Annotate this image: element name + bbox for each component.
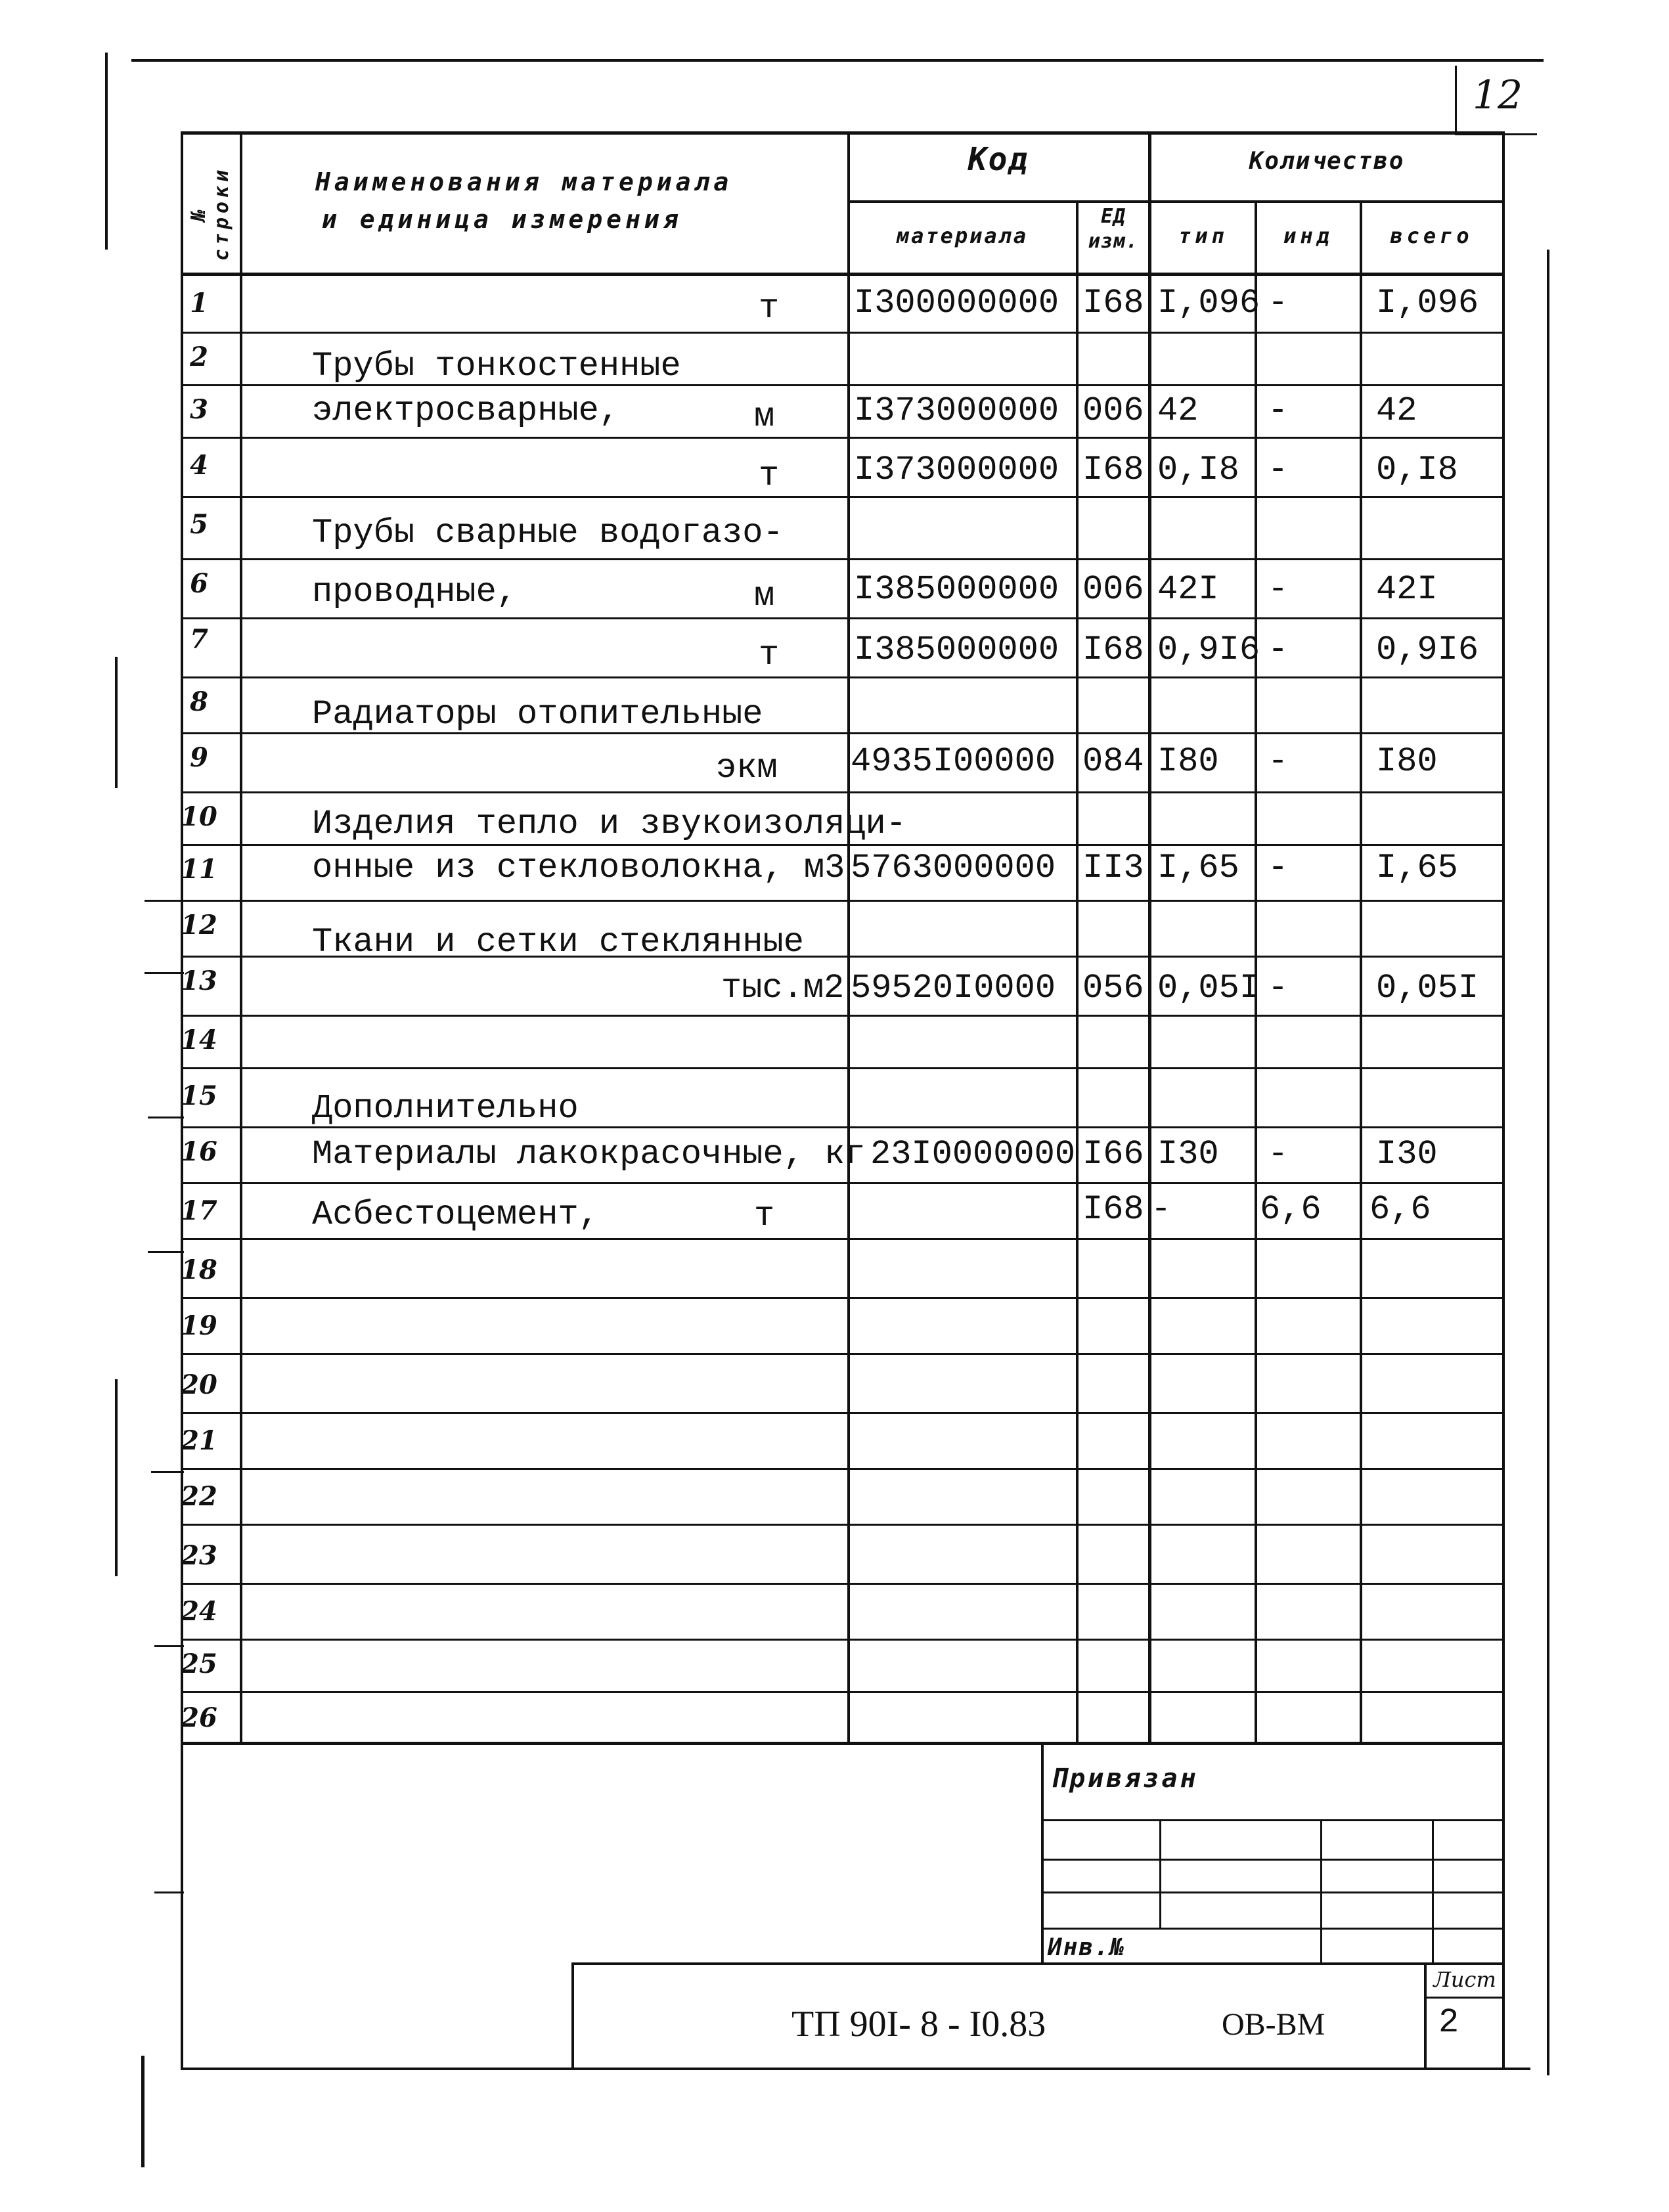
- row-unit: т: [754, 1197, 775, 1235]
- qty-total-header: всего: [1390, 223, 1473, 248]
- row-sep: [181, 1297, 1504, 1299]
- row-ed: 084: [1082, 742, 1144, 781]
- row-code: I373000000: [854, 451, 1059, 489]
- title-box-left: [571, 1962, 574, 2069]
- row-sep: [181, 332, 1504, 334]
- row-code: 4935I00000: [851, 742, 1056, 781]
- qty-group-header: Количество: [1249, 148, 1405, 175]
- row-ind: -: [1268, 849, 1289, 887]
- row-ind: -: [1268, 451, 1289, 489]
- row-code: I300000000: [854, 284, 1059, 322]
- row-total: I,096: [1376, 284, 1479, 322]
- scan-margin-mark: [1547, 250, 1549, 2075]
- col-line-code: [1076, 200, 1079, 1744]
- stamp-col-line: [1320, 1819, 1322, 1964]
- row-unit: экм: [716, 749, 778, 787]
- scan-margin-mark: [154, 1891, 184, 1893]
- scan-margin-mark: [145, 900, 184, 902]
- scan-margin-mark: [151, 1471, 184, 1473]
- row-total: 0,05I: [1376, 969, 1479, 1007]
- row-ed: II3: [1082, 849, 1144, 887]
- scan-margin-mark: [115, 657, 118, 788]
- row-sep: [181, 617, 1504, 619]
- row-sep: [181, 437, 1504, 439]
- row-tip: I80: [1157, 742, 1219, 781]
- row-tip: 0,05I: [1157, 969, 1260, 1007]
- col-line-right: [1502, 131, 1505, 1744]
- col-line-ed: [1148, 131, 1151, 1744]
- sheet-box-mid: [1424, 1997, 1503, 1999]
- row-number: 5: [190, 509, 208, 540]
- row-tip: -: [1151, 1190, 1172, 1229]
- sheet-corner-number: 12: [1472, 72, 1523, 118]
- row-total: 0,9I6: [1376, 630, 1479, 669]
- row-number: 9: [190, 742, 208, 773]
- row-unit: тыс.м2: [721, 969, 845, 1007]
- scan-margin-mark: [148, 1251, 184, 1253]
- frame-top-line: [131, 59, 1544, 62]
- row-sep: [181, 1412, 1504, 1414]
- document-mark: ОВ-ВМ: [1222, 2007, 1325, 2042]
- frame-bottom-line: [181, 2068, 1530, 2070]
- name-header-line1: Наименования материала: [315, 167, 733, 196]
- col-line-num: [240, 131, 242, 1744]
- sheet-number: 2: [1438, 2003, 1459, 2042]
- row-ed: I68: [1082, 1190, 1144, 1229]
- row-tip: I,65: [1157, 849, 1239, 887]
- stamp-row-line: [1041, 1819, 1504, 1821]
- row-number: 7: [190, 624, 208, 655]
- corner-box-left: [1455, 66, 1457, 135]
- row-ind: -: [1268, 1135, 1289, 1174]
- col-line-name: [847, 131, 850, 1744]
- row-ind: 6,6: [1260, 1190, 1322, 1229]
- row-sep: [181, 1583, 1504, 1585]
- row-tip: 0,I8: [1157, 451, 1239, 489]
- row-total: 6,6: [1369, 1190, 1431, 1229]
- row-sep: [181, 1353, 1504, 1355]
- row-number: 25: [181, 1648, 217, 1679]
- row-ind: -: [1268, 391, 1289, 430]
- row-total: I80: [1376, 742, 1438, 781]
- qty-ind-header: инд: [1283, 223, 1333, 248]
- row-unit: т: [759, 636, 780, 675]
- row-tip: 42I: [1157, 570, 1219, 609]
- row-number: 18: [181, 1254, 217, 1285]
- row-total: 42: [1376, 391, 1417, 430]
- stamp-col-line: [1159, 1819, 1161, 1928]
- row-ind: -: [1268, 630, 1289, 669]
- row-total: I,65: [1376, 849, 1458, 887]
- row-name: Трубы сварные водогазо-: [312, 514, 784, 552]
- row-unit: т: [759, 289, 780, 328]
- row-sep: [181, 1067, 1504, 1069]
- row-ed: I68: [1082, 284, 1144, 322]
- header-bottom-line: [181, 273, 1504, 276]
- scan-margin-mark: [105, 53, 108, 250]
- row-sep: [181, 558, 1504, 560]
- row-tip: I,096: [1157, 284, 1260, 322]
- row-sep: [181, 676, 1504, 678]
- row-number: 2: [190, 342, 208, 372]
- stamp-col-line: [1432, 1819, 1434, 1964]
- row-number: 11: [181, 854, 217, 885]
- name-header-line2: и единица измерения: [322, 205, 682, 234]
- row-sep: [181, 496, 1504, 498]
- row-name: Материалы лакокрасочные, кг: [312, 1135, 866, 1174]
- row-total: 0,I8: [1376, 451, 1458, 489]
- scan-margin-mark: [154, 1645, 184, 1647]
- row-code: I385000000: [854, 570, 1059, 609]
- row-unit: м: [754, 577, 775, 615]
- row-number: 15: [181, 1080, 217, 1111]
- row-code: I385000000: [854, 630, 1059, 669]
- row-total: I30: [1376, 1135, 1438, 1174]
- row-ed: 006: [1082, 570, 1144, 609]
- stamp-row-line: [1041, 1928, 1504, 1930]
- row-ind: -: [1268, 570, 1289, 609]
- scan-margin-mark: [141, 2056, 145, 2167]
- row-sep: [181, 1468, 1504, 1470]
- row-number: 21: [181, 1425, 217, 1456]
- row-name: Асбестоцемент,: [312, 1195, 599, 1234]
- header-mid-line: [847, 200, 1504, 203]
- row-sep: [181, 1182, 1504, 1184]
- code-unit-header-line2: изм.: [1088, 230, 1139, 253]
- row-ed: I68: [1082, 630, 1144, 669]
- row-number: 20: [181, 1369, 217, 1400]
- row-ed: I68: [1082, 451, 1144, 489]
- scan-margin-mark: [148, 1117, 184, 1118]
- row-ed: 056: [1082, 969, 1144, 1007]
- row-sep: [181, 1238, 1504, 1240]
- row-sep: [181, 1691, 1504, 1693]
- code-group-header: Код: [968, 141, 1029, 178]
- row-name: онные из стекловолокна, м3: [312, 849, 845, 887]
- row-number: 19: [181, 1310, 217, 1341]
- row-unit: т: [759, 456, 780, 495]
- row-ind: -: [1268, 969, 1289, 1007]
- row-code: 59520I0000: [851, 969, 1056, 1007]
- table-top-line: [181, 131, 1504, 135]
- row-number: 8: [190, 686, 208, 717]
- sheet-label: Лист: [1433, 1967, 1496, 1992]
- col-line-ind: [1360, 200, 1362, 1744]
- row-number: 1: [190, 288, 208, 319]
- row-number: 4: [190, 450, 208, 481]
- row-number: 12: [181, 910, 217, 940]
- row-name: Трубы тонкостенные: [312, 347, 681, 386]
- row-number: 17: [181, 1195, 217, 1226]
- row-unit: м: [754, 397, 775, 436]
- row-number: 26: [181, 1702, 217, 1733]
- stamp-left-line: [1041, 1744, 1044, 1964]
- row-name: Ткани и сетки стеклянные: [312, 923, 804, 962]
- scan-margin-mark: [115, 1379, 118, 1576]
- row-number: 16: [181, 1136, 217, 1167]
- row-code: I373000000: [854, 391, 1059, 430]
- stamp-row-line: [1041, 1859, 1504, 1861]
- row-name: Изделия тепло и звукоизоляци-: [312, 805, 906, 843]
- stamp-privyazan: Привязан: [1051, 1763, 1199, 1794]
- stamp-inv-no: Инв.№: [1048, 1934, 1126, 1961]
- code-unit-header-line1: ЕД: [1100, 205, 1126, 228]
- row-sep: [181, 1015, 1504, 1017]
- row-name: электросварные,: [312, 391, 620, 430]
- row-tip: 42: [1157, 391, 1199, 430]
- row-number: 23: [181, 1540, 217, 1571]
- row-sep: [181, 1639, 1504, 1641]
- title-box-top: [571, 1962, 1504, 1965]
- row-ind: -: [1268, 284, 1289, 322]
- row-number: 24: [181, 1596, 217, 1627]
- row-code: 23I0000000: [870, 1135, 1076, 1174]
- row-number: 22: [181, 1481, 217, 1512]
- stamp-right-line: [1502, 1744, 1505, 2069]
- row-number: 10: [181, 801, 217, 832]
- row-tip: I30: [1157, 1135, 1219, 1174]
- row-sep: [181, 844, 1504, 846]
- row-number-header: № строки: [187, 166, 233, 261]
- row-number: 6: [190, 568, 208, 599]
- row-name: Дополнительно: [312, 1089, 579, 1128]
- row-name: проводные,: [312, 573, 518, 611]
- row-sep: [181, 791, 1504, 793]
- row-number: 14: [181, 1025, 217, 1055]
- row-name: Радиаторы отопительные: [312, 695, 763, 734]
- row-sep: [181, 1524, 1504, 1526]
- row-total: 42I: [1376, 570, 1438, 609]
- stamp-row-line: [1041, 1891, 1504, 1893]
- row-code: 5763000000: [851, 849, 1056, 887]
- row-ed: 006: [1082, 391, 1144, 430]
- document-code: ТП 90I- 8 - I0.83: [791, 2004, 1046, 2045]
- row-sep: [181, 900, 1504, 902]
- code-material-header: материала: [896, 223, 1029, 248]
- row-tip: 0,9I6: [1157, 630, 1260, 669]
- table-bottom-line: [181, 1742, 1504, 1745]
- row-number: 3: [190, 394, 208, 425]
- row-number: 13: [181, 965, 217, 996]
- row-ind: -: [1268, 742, 1289, 781]
- qty-type-header: тип: [1178, 223, 1228, 248]
- row-ed: I66: [1082, 1135, 1144, 1174]
